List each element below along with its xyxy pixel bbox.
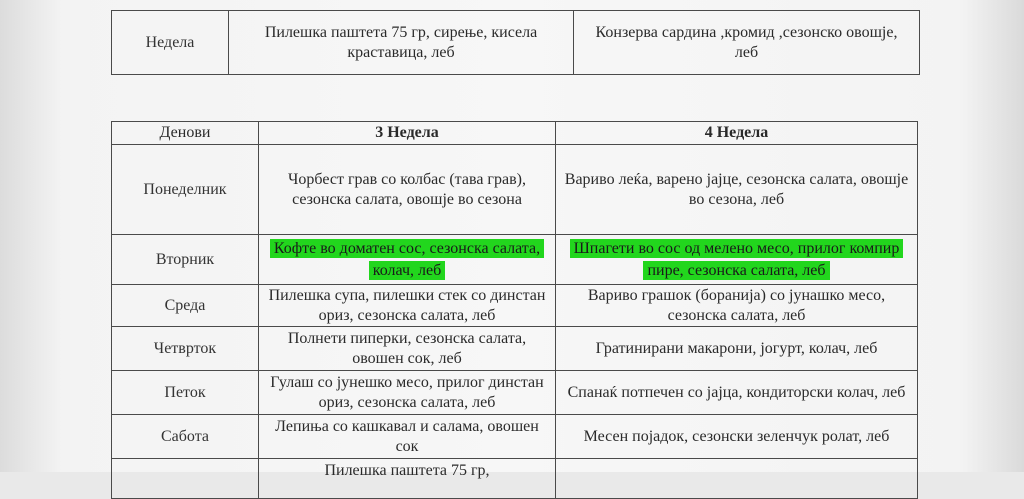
meal-cell: Вариво леќа, варено јајце, сезонска салата, овошје во сезона, леб [556,145,918,235]
meal-cell: Вариво грашок (боранија) со јунашко месо, сезонска салата, леб [556,285,918,327]
highlight-mark: Кофте во доматен сос, сезонска салата, колач, леб [270,239,544,280]
meal-cell-highlighted [556,235,918,285]
table-header-row [112,122,918,145]
meal-cell [556,459,918,499]
table-row [112,371,918,415]
meal-cell-highlighted [259,235,556,285]
table-row [112,145,918,235]
menu-table-weeks-3-4 [111,121,918,499]
column-header-week3: 3 Недела [259,122,556,145]
day-cell: Среда [112,285,259,327]
column-header-week4: 4 Недела [556,122,918,145]
meal-cell: Конзерва сардина ,кромид ,сезонско овошје, леб [574,11,920,75]
table-row [112,327,918,371]
day-cell: Петок [112,371,259,415]
table-row [112,235,918,285]
meal-cell: Пилешка супа, пилешки стек со динстан ориз, сезонска салата, леб [259,285,556,327]
day-cell: Сабота [112,415,259,459]
meal-cell: Чорбест грав со колбас (тава грав), сезонска салата, овошје во сезона [259,145,556,235]
meal-cell: Спанаќ потпечен со јајца, кондиторски колач, леб [556,371,918,415]
column-header-days: Денови [112,122,259,145]
table-row [112,415,918,459]
menu-table-previous [111,10,920,75]
meal-cell: Полнети пиперки, сезонска салата, овошен сок, леб [259,327,556,371]
table-row [112,459,918,499]
highlight-mark: Шпагети во сос од мелено месо, прилог компир пире, сезонска салата, леб [570,239,904,280]
day-cell: Вторник [112,235,259,285]
meal-cell: Гулаш со јунешко месо, прилог динстан ориз, сезонска салата, леб [259,371,556,415]
table-row [112,11,920,75]
day-cell [112,459,259,499]
meal-cell: Лепиња со кашкавал и салама, овошен сок [259,415,556,459]
day-cell: Понеделник [112,145,259,235]
day-cell: Недела [112,11,229,75]
meal-cell: Месен појадок, сезонски зеленчук ролат, леб [556,415,918,459]
meal-cell: Пилешка паштета 75 гр, сирење, кисела краставица, леб [229,11,574,75]
meal-cell: Пилешка паштета 75 гр, [259,459,556,499]
meal-cell: Гратинирани макарони, јогурт, колач, леб [556,327,918,371]
day-cell: Четврток [112,327,259,371]
table-row [112,285,918,327]
